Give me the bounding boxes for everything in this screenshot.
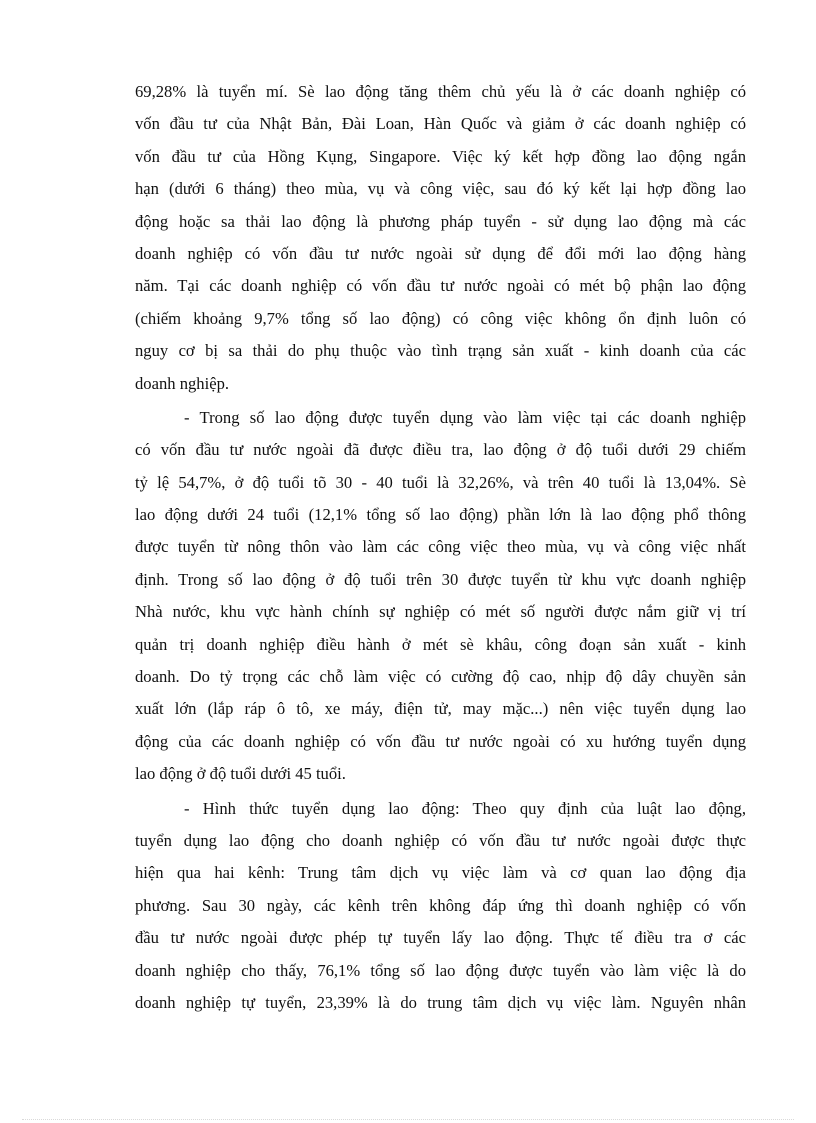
text-line: định. Trong số lao động ở độ tuổi trên 30 được tuyển từ khu vực doanh nghiệp [135,569,746,589]
text-line: doanh. Do tỷ trọng các chỗ làm việc có cường độ cao, nhịp độ dây chuyền sản [135,667,746,687]
text-line: - Hình thức tuyển dụng lao động: Theo quy định của luật lao động, [184,798,746,818]
text-line: có vốn đầu tư nước ngoài đã được điều tra, lao động ở độ tuổi dưới 29 chiếm [135,440,746,460]
text-line: động của các doanh nghiệp có vốn đầu tư nước ngoài có xu hướng tuyển dụng [135,731,746,751]
text-line: (chiếm khoảng 9,7% tổng số lao động) có công việc không ổn định luôn có [135,308,746,328]
text-line: được tuyển từ nông thôn vào làm các công việc theo mùa, vụ và công việc nhất [135,537,746,557]
text-line: vốn đầu tư của Nhật Bản, Đài Loan, Hàn Quốc và giảm ở các doanh nghiệp có [135,114,746,134]
text-line: lao động dưới 24 tuổi (12,1% tổng số lao động) phần lớn là lao động phổ thông [135,505,746,525]
text-line: năm. Tại các doanh nghiệp có vốn đầu tư nước ngoài có mét bộ phận lao động [135,276,746,296]
text-line: hiện qua hai kênh: Trung tâm dịch vụ việc làm và cơ quan lao động địa [135,863,746,883]
paragraph-1 [135,76,746,400]
text-line: hạn (dưới 6 tháng) theo mùa, vụ và công việc, sau đó ký kết lại hợp đồng lao [135,179,746,199]
text-line: doanh nghiệp cho thấy, 76,1% tổng số lao động được tuyển vào làm việc là do [135,960,746,980]
text-line: tỷ lệ 54,7%, ở độ tuổi tõ 30 - 40 tuổi là 32,26%, và trên 40 tuổi là 13,04%. Sè [135,472,746,492]
text-line: nguy cơ bị sa thải do phụ thuộc vào tình trạng sản xuất - kinh doanh của các [135,341,746,361]
text-line: - Trong số lao động được tuyển dụng vào làm việc tại các doanh nghiệp [184,407,746,427]
text-line: đầu tư nước ngoài được phép tự tuyển lấy lao động. Thực tế điều tra ơ các [135,928,746,948]
text-line: Nhà nước, khu vực hành chính sự nghiệp có mét số người được nắm giữ vị trí [135,602,746,622]
text-line: doanh nghiệp có vốn đầu tư nước ngoài sử dụng để đổi mới lao động hàng [135,243,746,263]
text-line: động hoặc sa thải lao động là phương pháp tuyển - sử dụng lao động mà các [135,211,746,231]
text-line: tuyển dụng lao động cho doanh nghiệp có vốn đầu tư nước ngoài được thực [135,830,746,850]
page-bottom-border [22,1119,794,1120]
text-line: phương. Sau 30 ngày, các kênh trên không đáp ứng thì doanh nghiệp có vốn [135,895,746,915]
text-line: vốn đầu tư của Hồng Kụng, Singapore. Việc ký kết hợp đồng lao động ngắn [135,146,746,166]
text-line: doanh nghiệp tự tuyển, 23,39% là do trung tâm dịch vụ việc làm. Nguyên nhân [135,992,746,1012]
paragraph-3 [135,793,746,1020]
text-line: doanh nghiệp. [135,373,230,393]
text-line: lao động ở độ tuổi dưới 45 tuổi. [135,764,346,784]
text-line: quản trị doanh nghiệp điều hành ở mét sè khâu, công đoạn sản xuất - kinh [135,634,746,654]
text-line: 69,28% là tuyển mí. Sè lao động tăng thêm chủ yếu là ở các doanh nghiệp có [135,82,746,101]
body-text [135,76,746,1019]
text-line: xuất lớn (lắp ráp ô tô, xe máy, điện tử, may mặc...) nên việc tuyển dụng lao [135,699,746,719]
paragraph-2 [135,402,746,791]
